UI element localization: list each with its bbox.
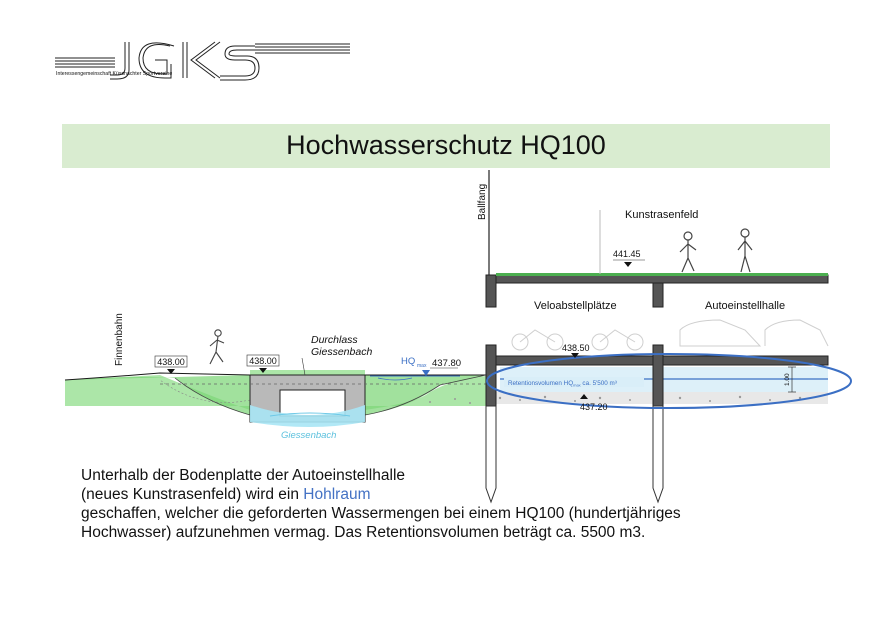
jgks-logo [55,38,355,88]
elevation-marker-438-left [155,356,187,374]
svg-text:Retentionsvolumen HQmax ca. 5': Retentionsvolumen $HQ_{max}$ ca. 5'500 m³ [508,380,617,388]
svg-text:441.45: 441.45 [613,249,641,259]
veloabstellplaetze-label: Veloabstellplätze [534,300,617,312]
kunstrasenfeld-label: Kunstrasenfeld [625,209,699,221]
finnenbahn-label: Finnenbahn [114,313,125,366]
autoeinstellhalle-label: Autoeinstellhalle [705,300,786,312]
caption-line-4: Hochwasser) aufzunehmen vermag. Das Retentionsvolumen beträgt ca. 5500 m3. [81,524,646,541]
title-band [62,124,830,168]
retention-label [504,377,644,388]
caption-line-1: Unterhalb der Bodenplatte der Autoeinstellhalle [81,467,406,484]
durchlass-label-line2: Giessenbach [311,346,373,358]
svg-text:HQ: HQ [401,356,416,367]
svg-text:438.00: 438.00 [157,357,185,367]
caption-text [81,466,841,542]
caption-line-2: (neues Kunstrasenfeld) wird ein Hohlraum [81,486,371,503]
caption-line-3: geschaffen, welcher die geforderten Wassermengen bei einem HQ100 (hundertjähriges [81,505,681,522]
hohlraum-highlight: Hohlraum [303,486,371,503]
artificial-turf [496,273,828,276]
giessenbach-label: Giessenbach [281,430,337,441]
culvert-opening [280,390,345,416]
svg-text:438.50: 438.50 [562,343,590,353]
svg-text:437.20: 437.20 [580,402,608,412]
durchlass-label-line1: Durchlass [311,334,358,346]
player-figure-2 [738,229,752,272]
player-figure-1 [680,232,696,272]
runner-figure [210,330,224,364]
svg-text:438.00: 438.00 [249,356,277,366]
hq-max-label [401,356,461,376]
elevation-marker-field [613,249,645,267]
svg-text:437.80: 437.80 [432,358,462,369]
logo-org-text: Interessengemeinschaft Küssnachter Sportvereine [56,71,173,77]
svg-text:1.00: 1.00 [784,373,791,386]
page-title: Hochwasserschutz HQ100 [286,130,606,160]
svg-text:max: max [417,363,427,369]
ballfang-label: Ballfang [477,183,488,220]
flood-protection-cross-section [0,170,889,515]
